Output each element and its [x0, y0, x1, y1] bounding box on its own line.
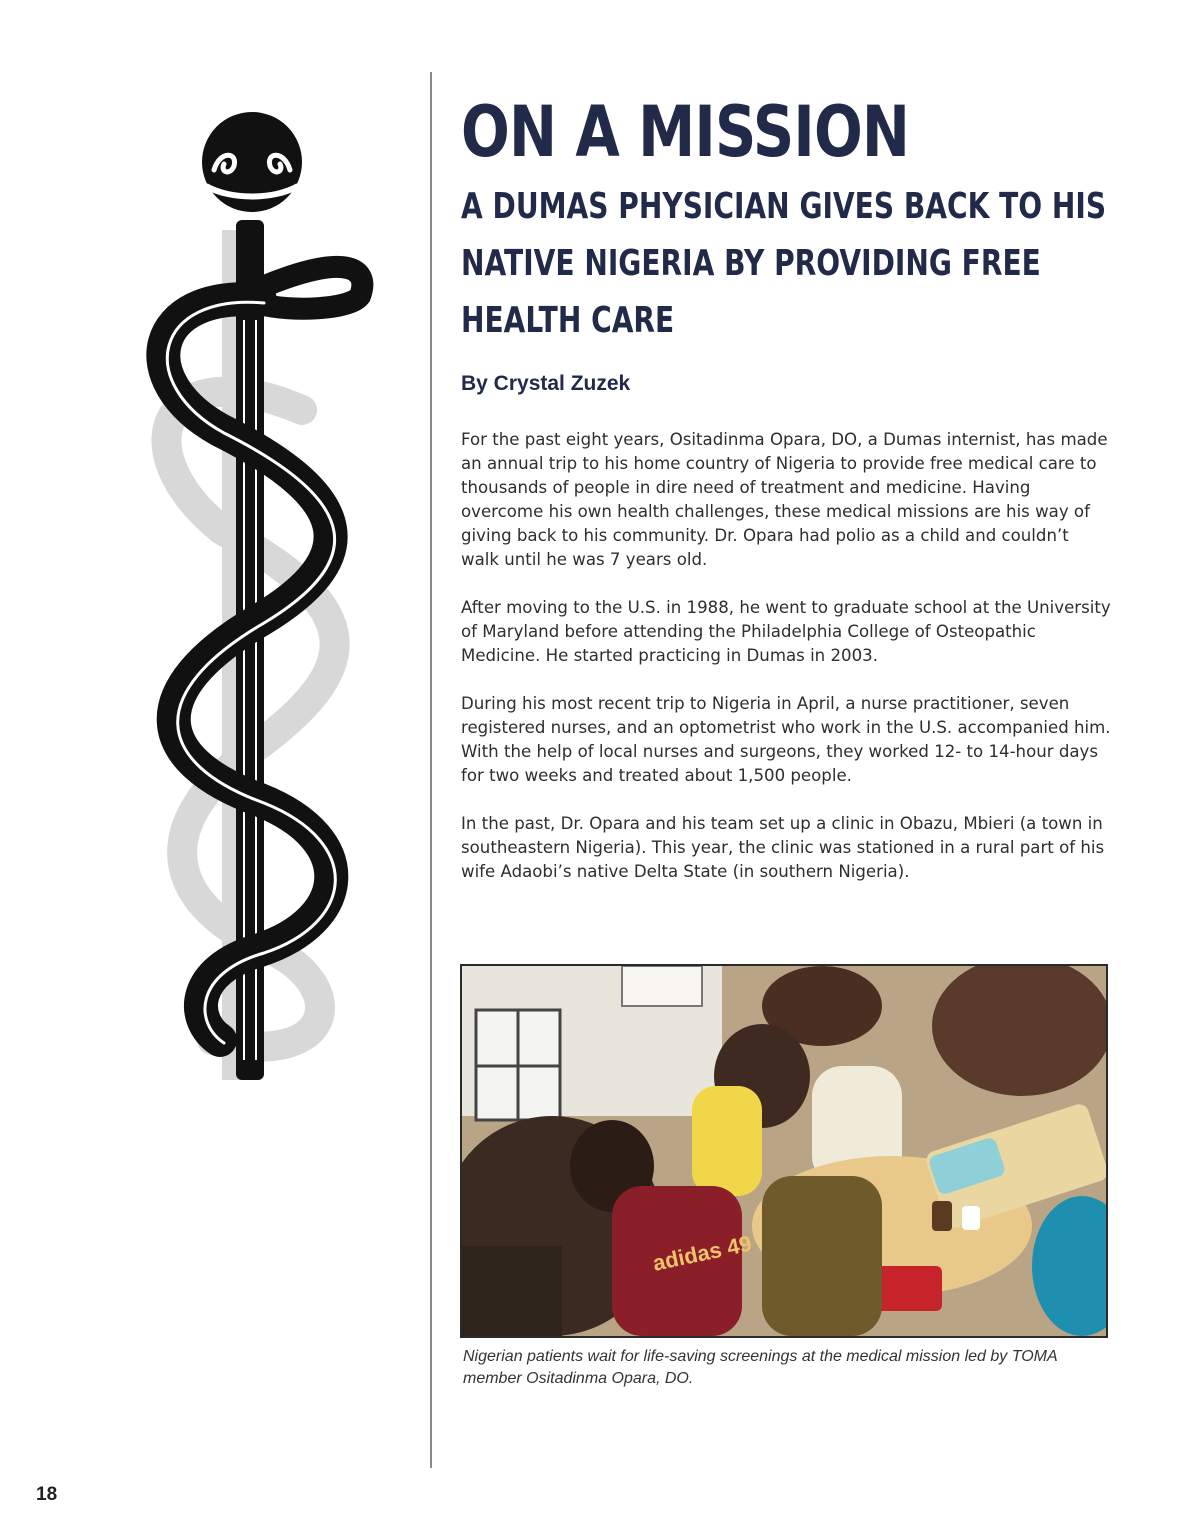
- byline: By Crystal Zuzek: [461, 372, 631, 395]
- body-paragraph: In the past, Dr. Opara and his team set up a clinic in Obazu, Mbieri (a town in southeastern Nigeria). This year, the clinic was stationed in a rural part of his wife Adaobi’s native Delta State (in southern Nigeria).: [461, 814, 1105, 881]
- body-paragraph: For the past eight years, Ositadinma Opara, DO, a Dumas internist, has made an annual trip to his home country of Nigeria to provide free medical care to thousands of people in dire need of treatment and medicine. Having overcome his own health challenges, these medical missions are his way of giving back to his community. Dr. Opara had polio as a child and couldn’t walk until he was 7 years old.: [461, 430, 1108, 569]
- subtitle-line: HEALTH CARE: [461, 300, 675, 341]
- rod-of-asclepius-icon: [110, 100, 390, 1100]
- photo-caption: Nigerian patients wait for life-saving screenings at the medical mission led by TOMA member Ositadinma Opara, DO.: [463, 1348, 1058, 1387]
- column-divider: [430, 72, 432, 1468]
- rod-orb: [202, 112, 302, 212]
- page-number: 18: [36, 1484, 58, 1505]
- mission-photo: [460, 964, 1108, 1338]
- body-paragraph: After moving to the U.S. in 1988, he went to graduate school at the University of Maryland before attending the Philadelphia College of Osteopathic Medicine. He started practicing in Dumas in 2003.: [461, 598, 1111, 665]
- subtitle-line: A DUMAS PHYSICIAN GIVES BACK TO HIS: [461, 186, 1107, 227]
- article-title: ON A MISSION: [461, 91, 910, 173]
- photo-shirt-text: adidas 49: [650, 1230, 754, 1276]
- article-body: [461, 428, 1111, 908]
- subtitle-line: NATIVE NIGERIA BY PROVIDING FREE: [461, 243, 1041, 284]
- article-subtitle: [461, 178, 1107, 349]
- body-paragraph: During his most recent trip to Nigeria in April, a nurse practitioner, seven registered nurses, and an optometrist who work in the U.S. accompanied him. With the help of local nurses and surgeons, they worked 12- to 14-hour days for two weeks and treated about 1,500 people.: [461, 694, 1111, 785]
